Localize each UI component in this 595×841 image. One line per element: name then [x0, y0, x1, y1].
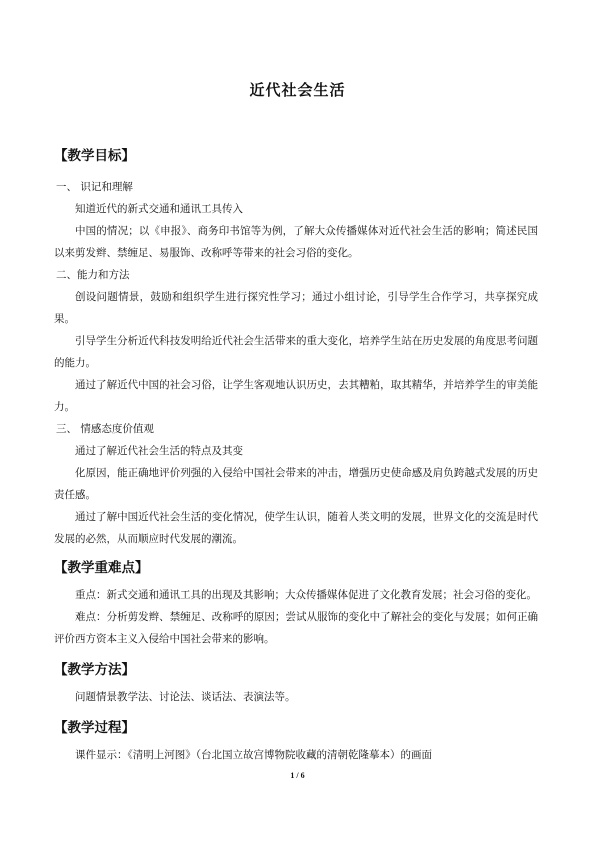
section-heading-process: 【教学过程】: [54, 720, 135, 736]
page-number: 1 / 6: [290, 771, 305, 780]
paragraph: 化原因，能正确地评价列强的入侵给中国社会带来的冲击，增强历史使命感及肩负跨越式发展的历史责任感。: [54, 467, 538, 501]
paragraph: 通过了解近代社会生活的特点及其变: [75, 445, 243, 457]
document-body: [54, 144, 538, 766]
subheading-recall: 一、 识记和理解: [56, 181, 133, 193]
paragraph: 重点：新式交通和通讯工具的出现及其影响；大众传播媒体促进了文化教育发展；社会习俗的变化。: [75, 589, 537, 601]
subheading-ability: 二、能力和方法: [56, 269, 130, 281]
paragraph: 难点：分析剪发辫、禁缠足、改称呼的原因；尝试从服饰的变化中了解社会的变化与发展；如何正确评价西方资本主义入侵给中国社会带来的影响。: [54, 611, 538, 645]
section-heading-objectives: 【教学目标】: [54, 148, 135, 164]
section-heading-keypoints: 【教学重难点】: [54, 560, 149, 576]
subheading-values: 三、 情感态度价值观: [56, 423, 154, 435]
paragraph: 通过了解近代中国的社会习俗，让学生客观地认识历史，去其糟粕，取其精华，并培养学生的审美能力。: [54, 379, 538, 413]
paragraph: 创设问题情景，鼓励和组织学生进行探究性学习；通过小组讨论，引导学生合作学习，共享探究成果。: [54, 291, 538, 325]
document-title: 近代社会生活: [249, 81, 346, 99]
paragraph: 通过了解中国近代社会生活的变化情况，使学生认识，随着人类文明的发展，世界文化的交流是时代发展的必然，从而顺应时代发展的潮流。: [54, 511, 538, 545]
paragraph: 知道近代的新式交通和通讯工具传入: [75, 203, 243, 215]
paragraph: 课件显示：《清明上河图》（台北国立故宫博物院收藏的清朝乾隆摹本）的画面: [75, 749, 432, 761]
paragraph: 引导学生分析近代科技发明给近代社会生活带来的重大变化，培养学生站在历史发展的角度思考问题的能力。: [54, 335, 538, 369]
paragraph: 问题情景教学法、讨论法、谈话法、表演法等。: [75, 691, 296, 703]
section-heading-methods: 【教学方法】: [54, 662, 135, 678]
paragraph: 中国的情况；以《申报》、商务印书馆等为例，了解大众传播媒体对近代社会生活的影响；简述民国以来剪发辫、禁缠足、易服饰、改称呼等带来的社会习俗的变化。: [54, 225, 538, 259]
